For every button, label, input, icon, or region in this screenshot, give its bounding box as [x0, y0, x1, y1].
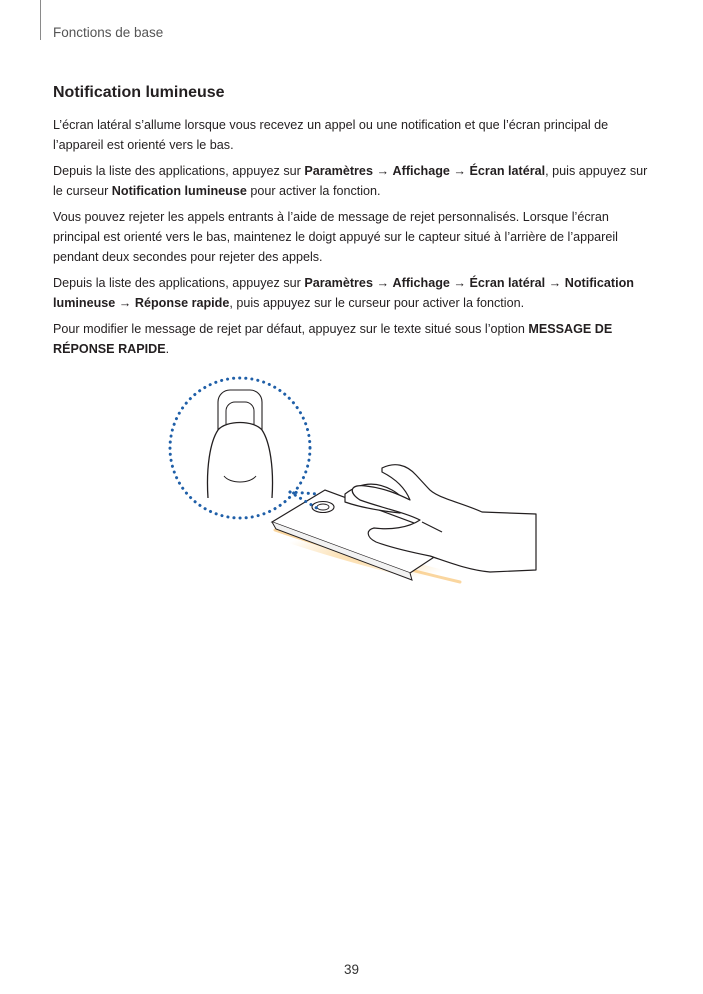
- arrow: →: [545, 276, 565, 290]
- body-text: [53, 115, 658, 365]
- menu-path-affichage: Affichage: [392, 276, 450, 290]
- menu-path-reponse-rapide: Réponse rapide: [134, 296, 230, 310]
- menu-path-notification-lumineuse: Notification lumineuse: [53, 276, 634, 310]
- option-notification-lumineuse: Notification lumineuse: [111, 184, 247, 198]
- section-title: Notification lumineuse: [53, 84, 225, 101]
- paragraph-enable-steps: [53, 161, 658, 201]
- arrow: →: [449, 276, 470, 290]
- text-run: , puis appuyez sur le curseur: [53, 164, 648, 198]
- text-run: , puis appuyez sur le curseur pour activer la fonction.: [229, 296, 525, 310]
- text-run: Pour modifier le message de rejet par défaut, appuyez sur le texte situé sous l’option: [53, 322, 529, 336]
- menu-path-ecran-lateral: Écran latéral: [469, 164, 546, 178]
- text-run: Depuis la liste des applications, appuyez sur: [53, 276, 305, 290]
- paragraph-quick-reply-steps: [53, 273, 658, 313]
- text-run: Depuis la liste des applications, appuyez sur: [53, 164, 305, 178]
- option-message-reponse-rapide: MESSAGE DE RÉPONSE RAPIDE: [53, 322, 613, 356]
- running-head: Fonctions de base: [53, 25, 164, 40]
- text-run: .: [165, 342, 170, 356]
- arrow: →: [372, 276, 393, 290]
- menu-path-parametres: Paramètres: [304, 276, 373, 290]
- paragraph-intro: L’écran latéral s’allume lorsque vous recevez un appel ou une notification et que l’écran principal de l’appareil est orienté vers le bas.: [53, 118, 609, 152]
- magnified-sensor-detail: [170, 378, 320, 518]
- margin-rule: [40, 0, 41, 40]
- menu-path-parametres: Paramètres: [304, 164, 373, 178]
- text-run: pour activer la fonction.: [246, 184, 381, 198]
- paragraph-default-message: [53, 319, 658, 359]
- page-number: 39: [343, 962, 360, 977]
- finger-on-rear-sensor-icon: [160, 372, 545, 592]
- menu-path-affichage: Affichage: [392, 164, 450, 178]
- arrow: →: [115, 296, 135, 310]
- arrow: →: [372, 164, 393, 178]
- menu-path-ecran-lateral: Écran latéral: [469, 276, 546, 290]
- arrow: →: [449, 164, 470, 178]
- paragraph-reject-calls: Vous pouvez rejeter les appels entrants à l’aide de message de rejet personnalisés. Lorsque l’écran principal est orienté vers le bas, maintenez le doigt appuyé sur le capteur situé à l’arrière de l’appareil pendant deux secondes pour rejeter des appels.: [53, 210, 618, 264]
